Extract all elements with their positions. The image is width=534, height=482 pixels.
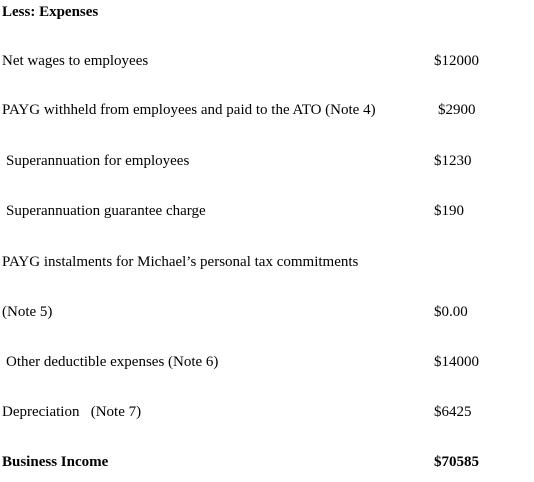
expense-amount: $190 — [434, 203, 464, 219]
expense-amount: $12000 — [434, 53, 479, 69]
expense-row — [0, 251, 534, 273]
expense-row — [0, 301, 534, 323]
total-row — [0, 451, 534, 473]
expense-amount: $14000 — [434, 354, 479, 370]
expense-label: PAYG withheld from employees and paid to the ATO (Note 4) — [2, 102, 376, 118]
expense-row — [0, 351, 534, 373]
expense-label: (Note 5) — [2, 304, 53, 320]
total-amount: $70585 — [434, 454, 479, 470]
expense-amount: $1230 — [434, 153, 472, 169]
expense-row — [0, 401, 534, 423]
expense-label: Superannuation for employees — [6, 153, 190, 169]
expense-label: Superannuation guarantee charge — [6, 203, 206, 219]
heading-row — [0, 1, 534, 23]
section-heading: Less: Expenses — [2, 4, 99, 20]
expense-label: PAYG instalments for Michael’s personal tax commitments — [2, 254, 359, 270]
expense-row — [0, 99, 534, 121]
expense-label: Depreciation (Note 7) — [2, 404, 142, 420]
expense-row — [0, 50, 534, 72]
expense-row — [0, 150, 534, 172]
expense-amount: $2900 — [438, 102, 476, 118]
total-label: Business Income — [2, 454, 109, 470]
expense-label: Other deductible expenses (Note 6) — [6, 354, 219, 370]
expense-amount: $0.00 — [434, 304, 468, 320]
expense-amount: $6425 — [434, 404, 472, 420]
expense-label: Net wages to employees — [2, 53, 149, 69]
expense-row — [0, 200, 534, 222]
